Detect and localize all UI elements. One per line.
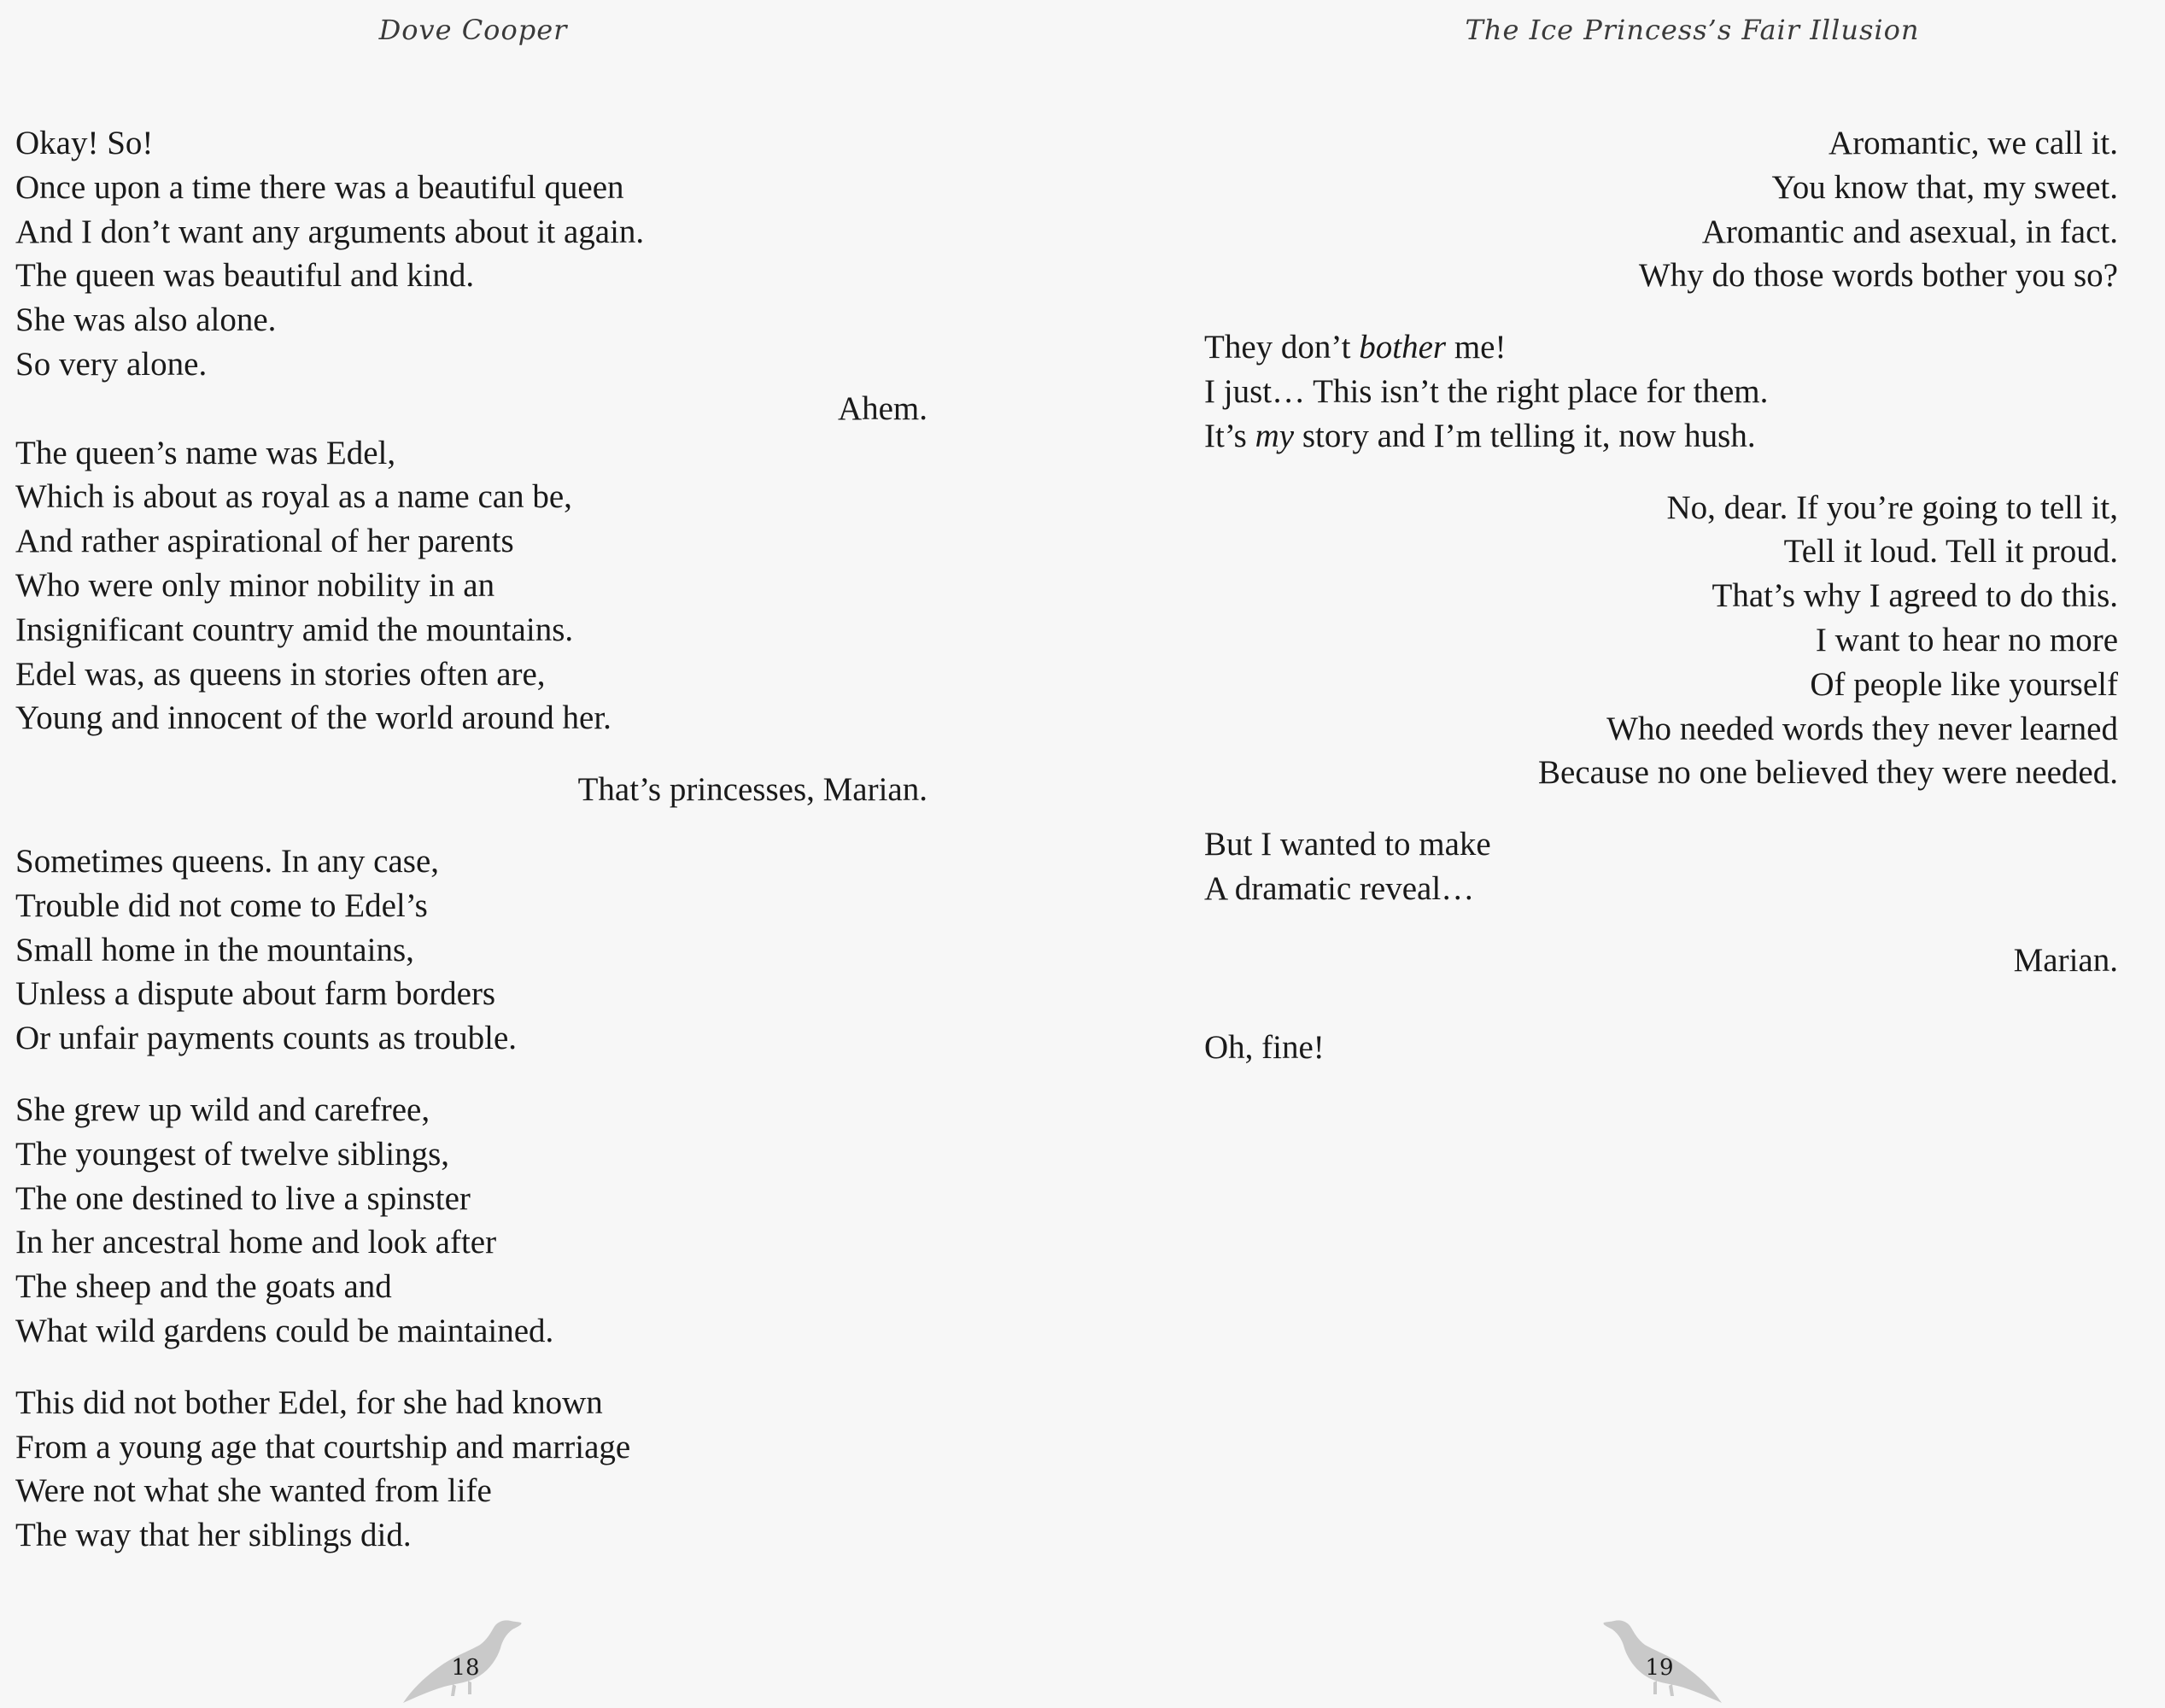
verse-line: The youngest of twelve siblings, — [15, 1135, 450, 1173]
verse-text: me! — [1446, 329, 1507, 366]
right-page-text — [1204, 121, 2118, 1097]
verse-text: They don’t — [1204, 329, 1360, 366]
verse-line: Edel was, as queens in stories often are, — [15, 655, 546, 693]
verse-line: She was also alone. — [15, 301, 277, 339]
verse-line: Of people like yourself — [1810, 665, 2118, 703]
verse-line: Marian. — [2013, 941, 2118, 979]
verse-line: And rather aspirational of her parents — [15, 523, 514, 560]
verse-line: I want to hear no more — [1815, 621, 2118, 658]
folio — [401, 1614, 530, 1708]
running-head-author: Dove Cooper — [378, 14, 568, 46]
stanza — [15, 1088, 927, 1354]
verse-line: Trouble did not come to Edel’s — [15, 886, 428, 924]
verse-line — [1204, 325, 2118, 370]
verse-line: That’s why I agreed to do this. — [1712, 577, 2118, 615]
verse-line: The one destined to live a spinster — [15, 1179, 471, 1217]
page-number: 19 — [1645, 1655, 1674, 1681]
verse-line: This did not bother Edel, for she had known — [15, 1383, 603, 1421]
verse-line: In her ancestral home and look after — [15, 1224, 497, 1261]
running-head-title: The Ice Princess’s Fair Illusion — [1465, 14, 1920, 46]
verse-text: story and I’m telling it, now hush. — [1294, 417, 1756, 454]
verse-line — [1204, 414, 2118, 459]
verse-line: What wild gardens could be maintained. — [15, 1312, 554, 1349]
verse-line: Or unfair payments counts as trouble. — [15, 1020, 518, 1057]
stanza — [1204, 822, 2118, 911]
verse-line: She grew up wild and carefree, — [15, 1091, 430, 1128]
verse-line: No, dear. If you’re going to tell it, — [1666, 488, 2118, 526]
stanza-reply — [15, 768, 927, 812]
verse-line: Ahem. — [837, 389, 927, 427]
verse-text: It’s — [1204, 417, 1255, 454]
stanza-reply — [15, 387, 927, 431]
verse-line: A dramatic reveal… — [1204, 869, 1475, 907]
emphasis-text: bother — [1359, 329, 1447, 366]
verse-line: Aromantic and asexual, in fact. — [1701, 213, 2118, 250]
folio — [1595, 1614, 1723, 1708]
verse-line: Who were only minor nobility in an — [15, 566, 495, 604]
verse-line: Because no one believed they were needed. — [1538, 754, 2118, 792]
emphasis-text: my — [1255, 417, 1295, 454]
verse-line: You know that, my sweet. — [1771, 168, 2118, 206]
page-number: 18 — [451, 1655, 480, 1681]
verse-line: Which is about as royal as a name can be, — [15, 478, 572, 516]
verse-line: Why do those words bother you so? — [1638, 257, 2118, 295]
stanza — [1204, 325, 2118, 458]
stanza — [1204, 1026, 2118, 1070]
verse-line: Tell it loud. Tell it proud. — [1783, 533, 2118, 570]
verse-line: Young and innocent of the world around her. — [15, 699, 611, 737]
verse-line: Insignificant country amid the mountains. — [15, 611, 574, 648]
right-page — [1083, 0, 2165, 1708]
stanza-reply — [1204, 486, 2118, 796]
verse-line: The way that her siblings did. — [15, 1517, 412, 1554]
verse-line: I just… This isn’t the right place for them. — [1204, 372, 1769, 410]
verse-line: Were not what she wanted from life — [15, 1472, 492, 1510]
stanza — [15, 1381, 927, 1558]
stanza — [15, 431, 927, 741]
verse-line: The queen’s name was Edel, — [15, 434, 396, 471]
verse-line: And I don’t want any arguments about it again. — [15, 213, 645, 250]
verse-line: The queen was beautiful and kind. — [15, 257, 475, 295]
verse-line: So very alone. — [15, 345, 208, 383]
verse-line: The sheep and the goats and — [15, 1268, 392, 1306]
stanza — [15, 839, 927, 1061]
verse-line: Oh, fine! — [1204, 1028, 1325, 1066]
verse-line: Aromantic, we call it. — [1829, 125, 2118, 161]
verse-line: Sometimes queens. In any case, — [15, 842, 440, 880]
verse-line: From a young age that courtship and marriage — [15, 1428, 631, 1465]
verse-line: But I wanted to make — [1204, 826, 1491, 863]
stanza — [15, 121, 927, 387]
verse-line: Who needed words they never learned — [1606, 710, 2118, 747]
stanza-reply — [1204, 939, 2118, 983]
verse-line: Small home in the mountains, — [15, 931, 414, 968]
verse-line: Okay! So! — [15, 125, 154, 161]
verse-line: Unless a dispute about farm borders — [15, 975, 496, 1013]
verse-line: That’s princesses, Marian. — [577, 771, 927, 809]
left-page-text — [15, 121, 927, 1585]
verse-line: Once upon a time there was a beautiful queen — [15, 168, 624, 206]
stanza-reply — [1204, 121, 2118, 298]
